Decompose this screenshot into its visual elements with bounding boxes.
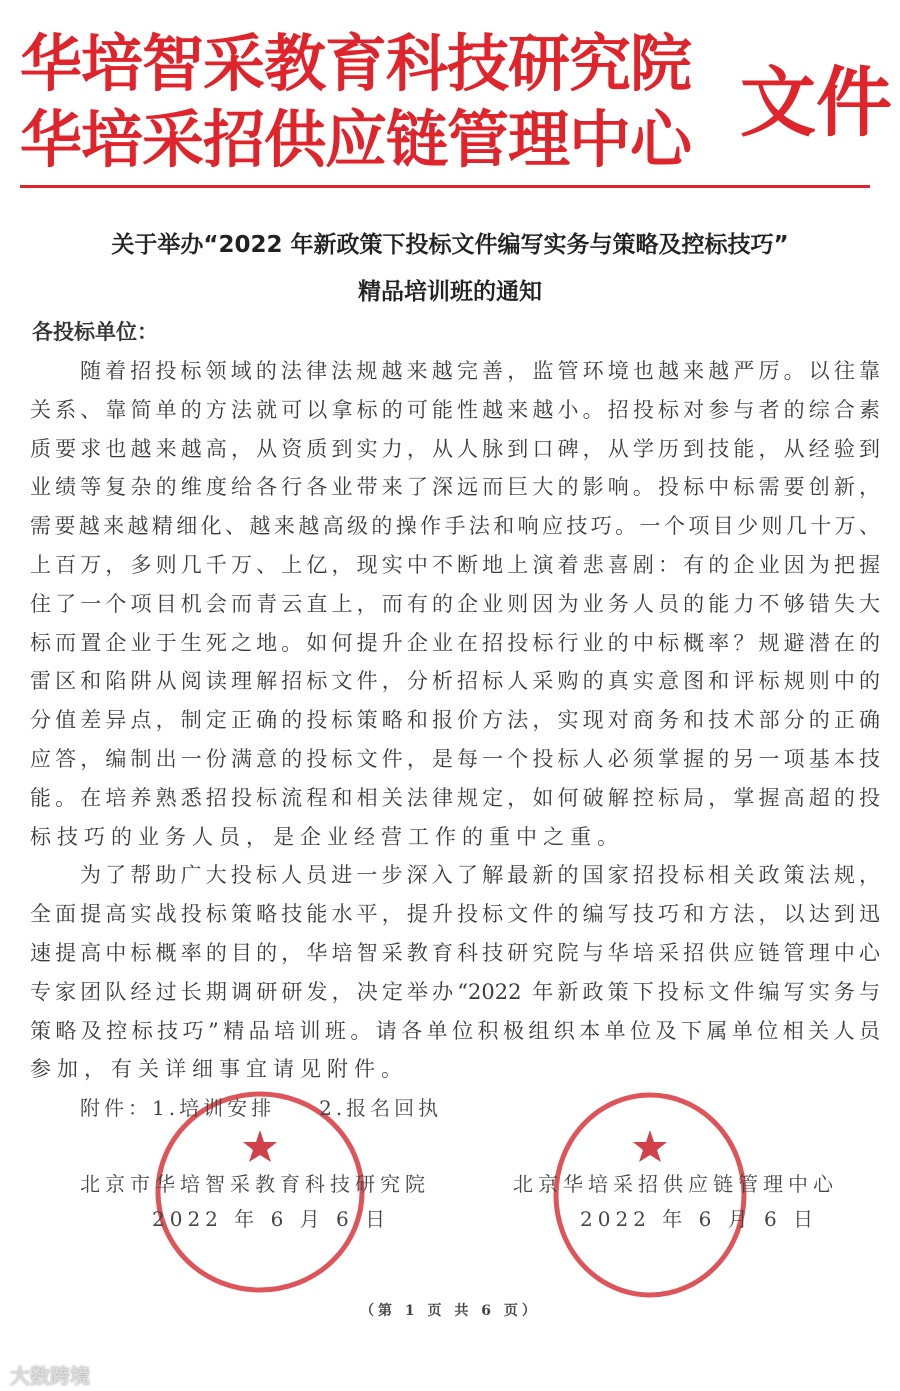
notice-title-line-2: 精品培训班的通知 [358,279,542,305]
body-line: 关系、靠简单的方法就可以拿标的可能性越来越小。招投标对参与者的综合素 [30,397,880,422]
attachments [80,1092,486,1121]
body-line: 参加，有关详细事宜请见附件。 [30,1057,408,1082]
body-line: 上百万，多则几千万、上亿，现实中不断地上演着悲喜剧：有的企业因为把握 [30,552,880,577]
body-line: 标而置企业于生死之地。如何提升企业在招投标行业的中标概率？规避潜在的 [30,630,880,655]
salutation: 各投标单位： [32,320,158,344]
star-icon [633,1130,667,1162]
body-line: 专家团队经过长期调研研发，决定举办“2022 年新政策下投标文件编写实务与 [30,979,880,1004]
page-indicator: （第 1 页 共 6 页） [360,1303,540,1319]
body-line: 雷区和陷阱从阅读理解招标文件，分析招标人采购的真实意图和评标规则中的 [30,669,880,694]
body-line: 策略及控标技巧”精品培训班。请各单位积极组织本单位及下属单位相关人员 [30,1018,880,1043]
signature-date-2: 2022 年 6 月 6 日 [580,1207,819,1231]
body-line: 质要求也越来越高，从资质到实力，从人脉到口碑，从学历到技能，从经验到 [30,436,880,461]
body-line: 随着招投标领域的法律法规越来越完善，监管环境也越来越严厉。以往靠 [80,359,880,383]
attachments-label: 附件： [80,1096,152,1120]
notice-title-line-1: 关于举办“2022 年新政策下投标文件编写实务与策略及控标技巧” [111,232,789,258]
document-label: 文件 [740,58,892,147]
body-line: 应答，编制出一份满意的投标文件，是每一个投标人必须掌握的另一项基本技 [30,746,880,771]
notice-body [30,352,880,1089]
attachment-item: 2.报名回执 [319,1096,443,1120]
star-icon [243,1130,277,1162]
issuer-name-1: 华培智采教育科技研究院 [20,27,692,100]
body-line: 全面提高实战投标策略技能水平，提升投标文件的编写技巧和方法，以达到迅 [30,902,880,927]
body-line: 需要越来越精细化、越来越高级的操作手法和响应技巧。一个项目少则几十万、 [30,514,880,539]
red-header-rule [20,185,870,188]
body-line: 分值差异点，制定正确的投标策略和报价方法，实现对商务和技术部分的正确 [30,708,880,733]
body-line: 为了帮助广大投标人员进一步深入了解最新的国家招投标相关政策法规， [80,863,880,888]
body-line: 住了一个项目机会而青云直上，而有的企业则因为业务人员的能力不够错失大 [30,591,880,616]
issuer-name-2: 华培采招供应链管理中心 [20,103,692,176]
body-line: 标技巧的业务人员，是企业经营工作的重中之重。 [30,824,624,849]
body-line: 能。在培养熟悉招投标流程和相关法律规定，如何破解控标局，掌握高超的投 [30,785,880,810]
signature-org-2: 北京华培采招供应链管理中心 [513,1172,838,1196]
attachment-item: 1.培训安排 [152,1096,276,1120]
signature-org-1: 北京市华培智采教育科技研究院 [80,1172,430,1196]
signature-date-1: 2022 年 6 月 6 日 [152,1207,391,1231]
body-line: 业绩等复杂的维度给各行各业带来了深远而巨大的影响。投标中标需要创新， [30,475,880,500]
body-line: 速提高中标概率的目的，华培智采教育科技研究院与华培采招供应链管理中心 [30,940,880,965]
watermark: 大数跨境 [10,1364,90,1388]
